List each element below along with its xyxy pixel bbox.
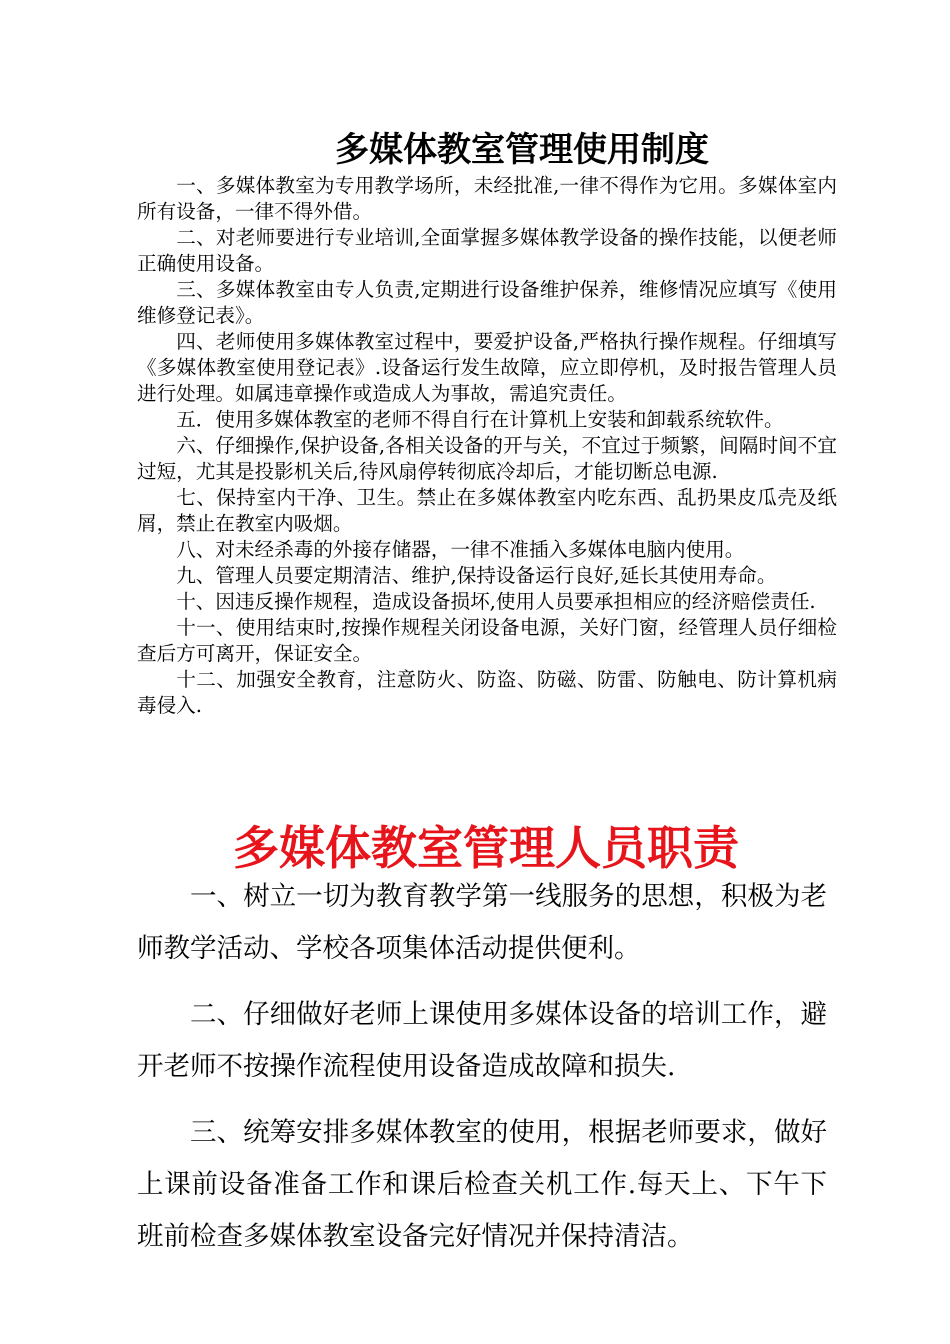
rule-item: 六、仔细操作,保护设备,各相关设备的开与关，不宜过于频繁，间隔时间不宜过短，尤其是投影机关后,待风扇停转彻底冷却后，才能切断总电源. [137,434,837,483]
rule-item: 八、对未经杀毒的外接存储器，一律不准插入多媒体电脑内使用。 [176,538,745,561]
rule-item: 十、因违反操作规程，造成设备损坏,使用人员要承担相应的经济赔偿责任. [176,590,816,613]
duty-item: 三、统筹安排多媒体教室的使用，根据老师要求，做好上课前设备准备工作和课后检查关机工作.每天上、下午下班前检查多媒体教室设备完好情况并保持清洁。 [137,1117,827,1252]
rule-item: 一、多媒体教室为专用教学场所，未经批准,一律不得作为它用。多媒体室内所有设备，一律不得外借。 [137,174,837,223]
rule-item: 七、保持室内干净、卫生。禁止在多媒体教室内吃东西、乱扔果皮瓜壳及纸屑，禁止在教室内吸烟。 [137,486,837,535]
rule-item: 三、多媒体教室由专人负责,定期进行设备维护保养，维修情况应填写《使用维修登记表》。 [137,278,837,327]
duties-list [137,871,827,1277]
rule-item: 十一、使用结束时,按操作规程关闭设备电源，关好门窗，经管理人员仔细检查后方可离开，保证安全。 [137,616,837,665]
rules-list [137,173,837,719]
duty-item: 二、仔细做好老师上课使用多媒体设备的培训工作，避开老师不按操作流程使用设备造成故障和损失. [137,999,827,1082]
duties-title: 多媒体教室管理人员职责 [233,821,739,875]
rule-item: 五．使用多媒体教室的老师不得自行在计算机上安装和卸载系统软件。 [176,408,784,431]
rule-item: 二、对老师要进行专业培训,全面掌握多媒体教学设备的操作技能，以便老师正确使用设备。 [137,226,837,275]
duty-item: 一、树立一切为教育教学第一线服务的思想，积极为老师教学活动、学校各项集体活动提供便利。 [137,881,827,964]
rule-item: 九、管理人员要定期清洁、维护,保持设备运行良好,延长其使用寿命。 [176,564,777,587]
rules-title: 多媒体教室管理使用制度 [335,130,709,170]
rule-item: 十二、加强安全教育，注意防火、防盗、防磁、防雷、防触电、防计算机病毒侵入. [137,668,837,717]
rule-item: 四、老师使用多媒体教室过程中，要爱护设备,严格执行操作规程。仔细填写《多媒体教室使用登记表》.设备运行发生故障，应立即停机，及时报告管理人员进行处理。如属违章操作或造成人为事故，需追究责任。 [137,330,837,405]
